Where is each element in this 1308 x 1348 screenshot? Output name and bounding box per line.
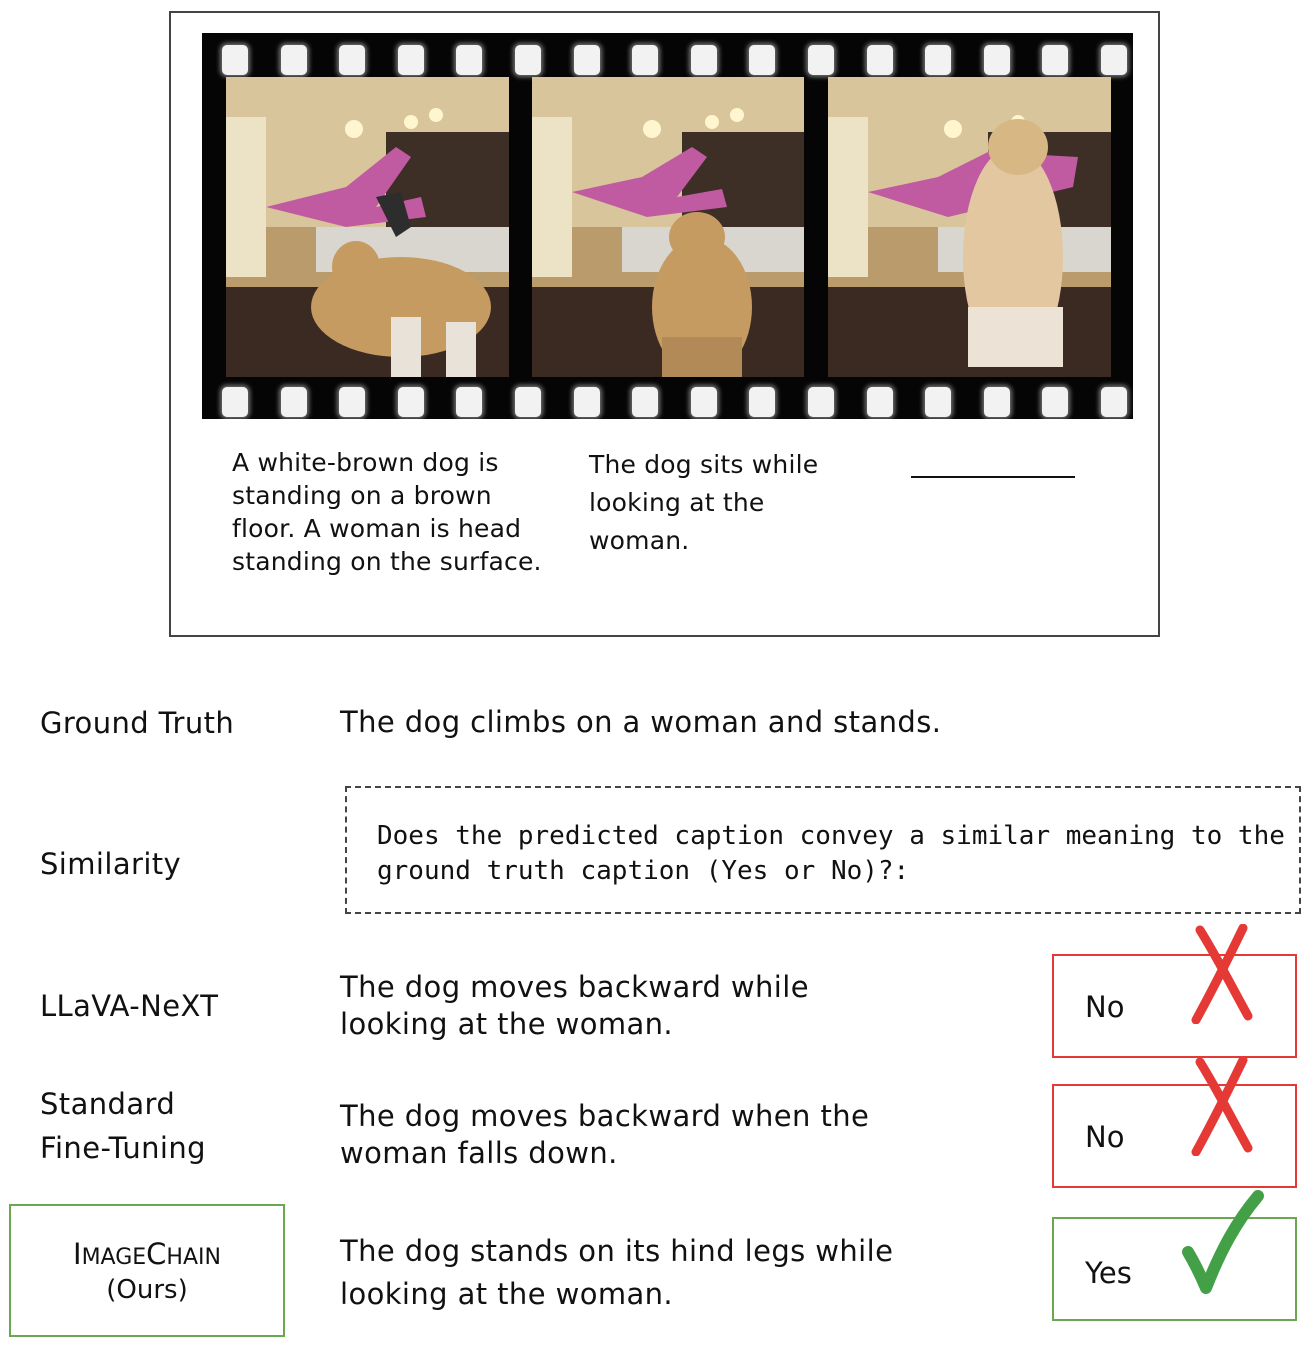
frame-1-caption: A white-brown dog is standing on a brown floor. A woman is head standing on the surface. [232,448,542,576]
frame-2-caption: The dog sits while looking at the woman. [589,450,819,555]
film-perforation [632,387,658,417]
film-perforation [808,387,834,417]
film-perforation [456,45,482,75]
film-perforation [222,45,248,75]
film-perforation [867,387,893,417]
film-perforation [398,45,424,75]
imagechain-verdict: Yes [1085,1256,1132,1290]
film-perforation [749,45,775,75]
film-perforation [867,45,893,75]
film-perforation [691,45,717,75]
video-frame-3 [828,77,1111,377]
film-perforations-bottom [202,387,1133,417]
video-frame-1 [226,77,509,377]
red-cross-icon [1188,924,1258,1024]
film-perforation [1042,45,1068,75]
film-perforation [984,45,1010,75]
film-perforation [281,45,307,75]
film-perforation [456,387,482,417]
film-perforation [1101,45,1127,75]
film-perforation [984,387,1010,417]
film-perforation [749,387,775,417]
film-perforation [281,387,307,417]
film-perforation [574,45,600,75]
film-perforation [515,387,541,417]
standard-label-line1: Standard [40,1087,176,1121]
llava-next-caption: The dog moves backward while looking at the woman. [340,970,809,1041]
imagechain-caption: The dog stands on its hind legs while looking at the woman. [340,1234,894,1311]
similarity-prompt-box [345,786,1301,914]
film-perforation [339,45,365,75]
film-perforation [574,387,600,417]
imagechain-ours-tag: (Ours) [106,1275,188,1305]
video-frame-2 [532,77,804,377]
red-cross-icon [1188,1056,1258,1156]
film-perforation [222,387,248,417]
imagechain-label: IMAGECHAIN [73,1237,221,1271]
llava-next-verdict-box [1052,954,1297,1058]
film-perforation [925,387,951,417]
llava-next-verdict: No [1085,990,1125,1024]
film-perforation [1101,387,1127,417]
film-perforation [691,387,717,417]
film-perforation [339,387,365,417]
film-strip [202,33,1133,419]
film-perforation [632,45,658,75]
similarity-label: Similarity [40,847,182,881]
ground-truth-label: Ground Truth [40,706,235,740]
imagechain-label-box [9,1204,285,1337]
standard-verdict: No [1085,1120,1125,1154]
film-perforation [808,45,834,75]
standard-verdict-box [1052,1084,1297,1188]
film-perforation [925,45,951,75]
film-perforation [398,387,424,417]
standard-label-line2: Fine-Tuning [40,1131,206,1165]
film-perforation [1042,387,1068,417]
frame-3-caption-blank [911,476,1075,478]
green-check-icon [1180,1190,1265,1300]
film-perforation [515,45,541,75]
similarity-prompt: Does the predicted caption convey a similar meaning to the ground truth caption (Yes or No)?: [377,821,1301,886]
standard-caption: The dog moves backward when the woman falls down. [340,1099,870,1170]
film-perforations-top [202,45,1133,75]
llava-next-label: LLaVA-NeXT [40,989,219,1023]
ground-truth-caption: The dog climbs on a woman and stands. [340,705,942,739]
